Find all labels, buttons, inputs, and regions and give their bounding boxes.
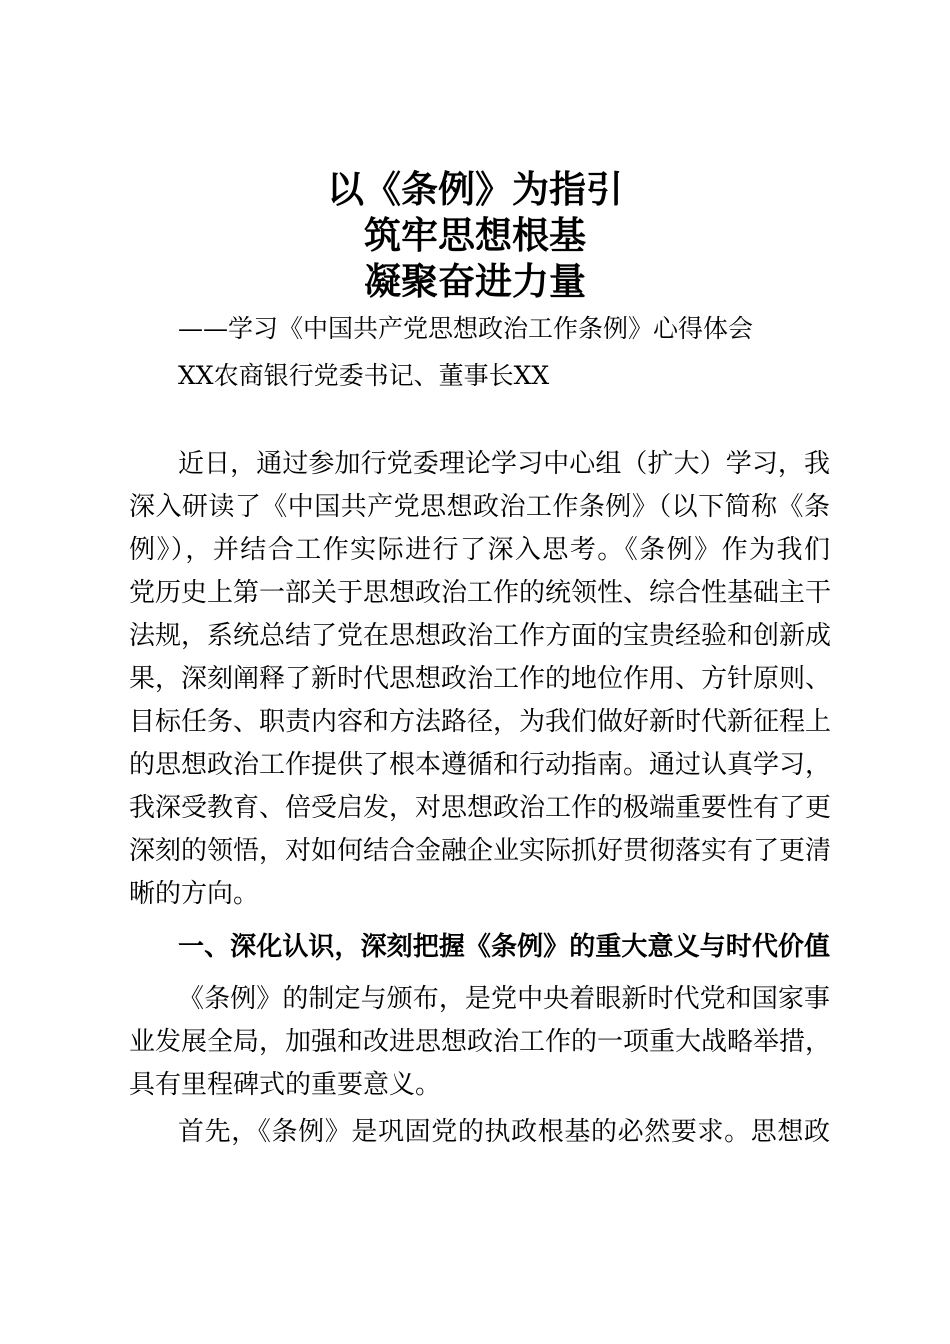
text-line: 首先，《条例》是巩固党的执政根基的必然要求。思想政 [178,1117,830,1147]
text-line: 具有里程碑式的重要意义。 [129,1070,442,1100]
text-line: 业发展全局，加强和改进思想政治工作的一项重大战略举措， [129,1027,832,1057]
document-body [129,443,830,1154]
subtitle: ——学习《中国共产党思想政治工作条例》心得体会 [178,314,754,343]
paragraph-1 [129,443,830,916]
section-heading: 一、深化认识，深刻把握《条例》的重大意义与时代价值 [178,932,830,962]
text-line: 《条例》的制定与颁布，是党中央着眼新时代党和国家事 [178,984,830,1014]
text-line: 近日，通过参加行党委理论学习中心组（扩大）学习，我 [178,449,830,479]
text-line: 例》），并结合工作实际进行了深入思考。《条例》作为我们 [129,535,830,565]
text-line: 晰的方向。 [129,879,260,909]
text-line: 深入研读了《中国共产党思想政治工作条例》（以下简称《条 [129,492,830,522]
text-line: 法规，系统总结了党在思想政治工作方面的宝贵经验和创新成 [129,621,832,651]
title-line: 凝聚奋进力量 [364,259,586,303]
text-line: 果，深刻阐释了新时代思想政治工作的地位作用、方针原则、 [129,664,832,694]
document-title [0,166,950,304]
text-line: 的思想政治工作提供了根本遵循和行动指南。通过认真学习， [129,750,832,780]
text-line: 目标任务、职责内容和方法路径，为我们做好新时代新征程上 [129,707,832,737]
author-line: XX农商银行党委书记、董事长XX [178,361,550,390]
text-line: 深刻的领悟，对如何结合金融企业实际抓好贯彻落实有了更清 [129,836,832,866]
text-line: 我深受教育、倍受启发，对思想政治工作的极端重要性有了更 [129,793,832,823]
title-line: 筑牢思想根基 [364,213,586,257]
paragraph-3 [129,1111,830,1154]
title-line: 以《条例》为指引 [327,167,623,211]
paragraph-2 [129,978,830,1107]
text-line: 党历史上第一部关于思想政治工作的统领性、综合性基础主干 [129,578,832,608]
